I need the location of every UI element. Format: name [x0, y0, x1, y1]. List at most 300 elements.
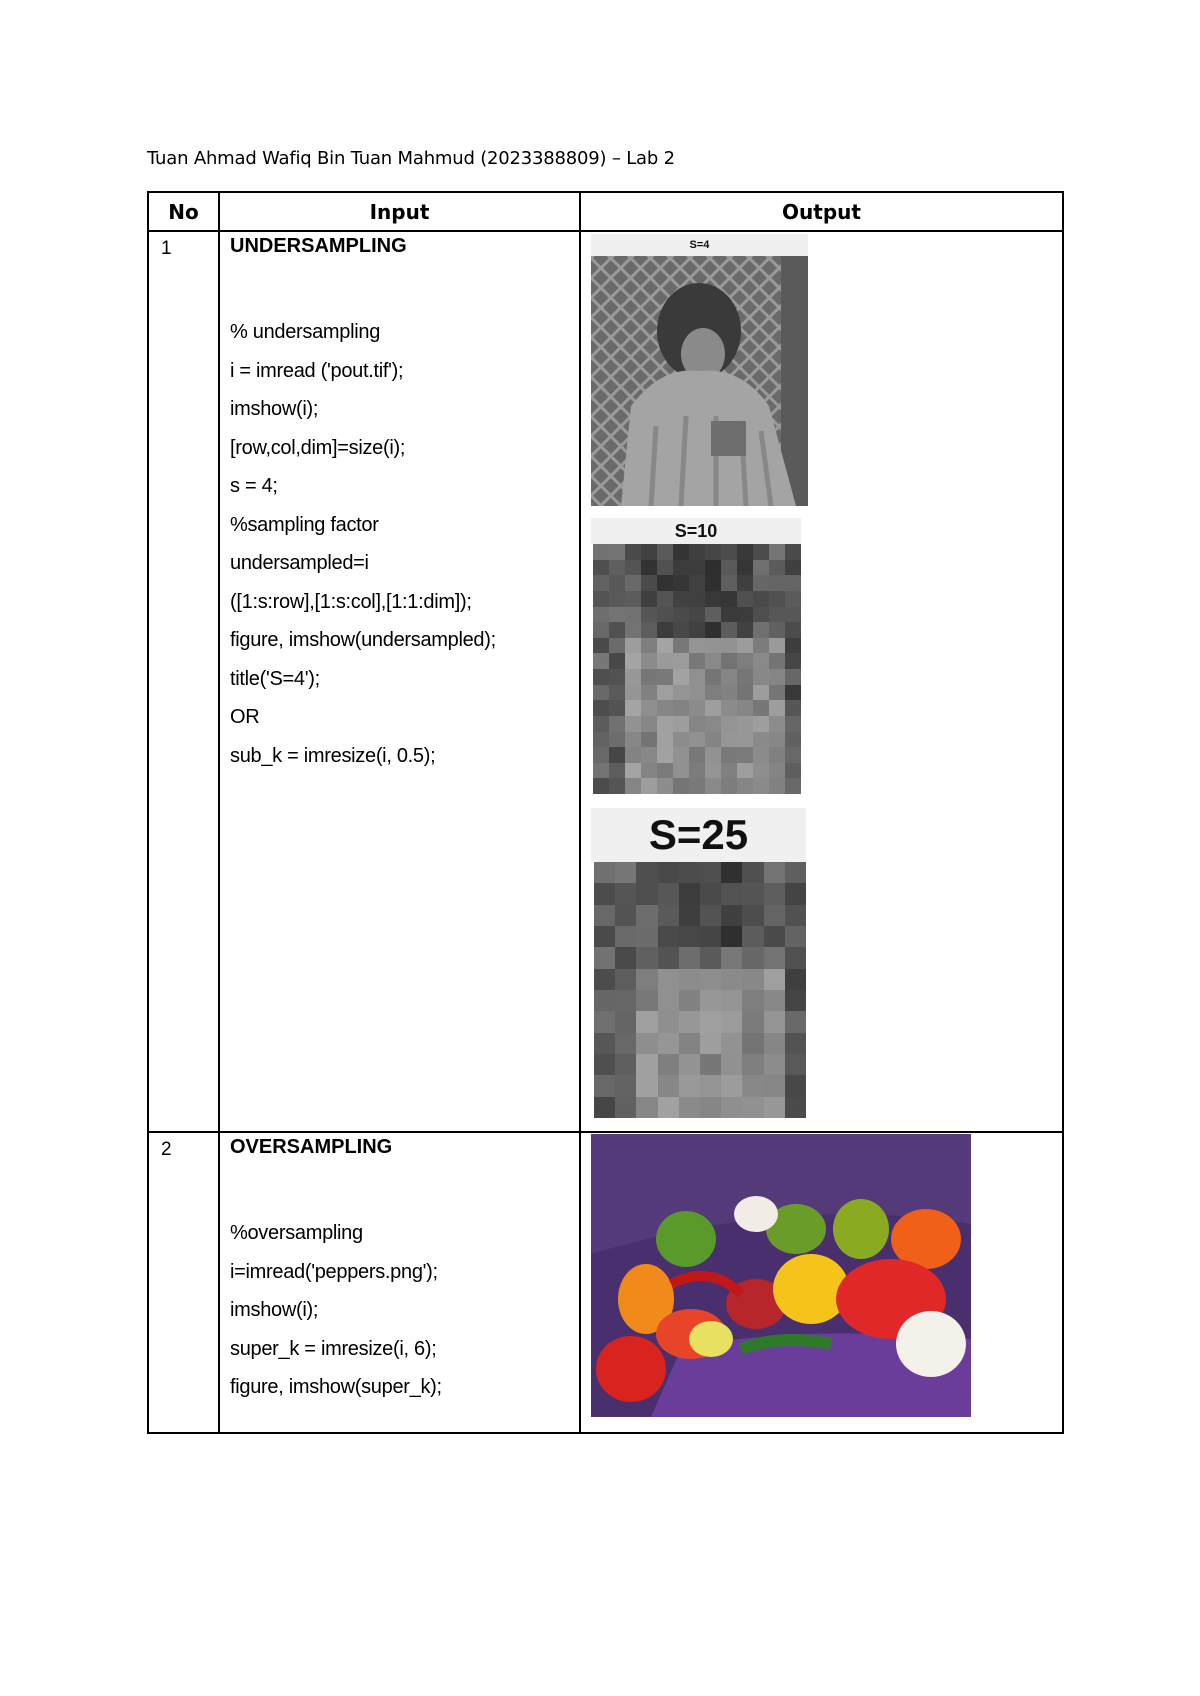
pixel-block [785, 763, 801, 779]
pixel-block [679, 862, 700, 883]
pixel-block [593, 560, 609, 576]
figure-s25 [591, 808, 806, 1118]
pixel-block [679, 969, 700, 990]
pixel-block [657, 544, 673, 560]
pixel-block [705, 685, 721, 701]
table-header-row [148, 192, 1063, 231]
pixel-block [785, 1075, 806, 1096]
pixel-block [641, 591, 657, 607]
pixel-block [657, 685, 673, 701]
pixel-block [609, 685, 625, 701]
pixel-block [689, 591, 705, 607]
pixel-block [721, 926, 742, 947]
pixel-block [593, 747, 609, 763]
pixel-block [625, 685, 641, 701]
pixel-block [753, 747, 769, 763]
pixel-block [705, 763, 721, 779]
input-cell [219, 1132, 580, 1433]
pixel-block [721, 544, 737, 560]
pixel-block [737, 607, 753, 623]
pixel-block [673, 622, 689, 638]
code-line: i = imread ('pout.tif'); [230, 359, 404, 382]
pixel-block [609, 575, 625, 591]
pixel-block [594, 969, 615, 990]
pixel-block [689, 700, 705, 716]
pixel-block [658, 1075, 679, 1096]
pixel-block [742, 947, 763, 968]
pixel-block [679, 905, 700, 926]
pixel-block [689, 607, 705, 623]
pixel-block [673, 560, 689, 576]
pixel-block [673, 575, 689, 591]
pixel-block [721, 716, 737, 732]
code-line: sub_k = imresize(i, 0.5); [230, 744, 436, 767]
pixel-block [609, 700, 625, 716]
pixel-block [641, 607, 657, 623]
pixel-block [657, 732, 673, 748]
pixel-block [753, 778, 769, 794]
pixel-block [594, 1011, 615, 1032]
pixel-block [769, 778, 785, 794]
pixel-block [785, 1054, 806, 1075]
pixel-block [764, 1097, 785, 1118]
pixel-block [742, 1097, 763, 1118]
code-line: figure, imshow(undersampled); [230, 629, 496, 651]
pixel-block [737, 575, 753, 591]
pixel-block [609, 716, 625, 732]
output-cell [580, 1132, 1063, 1433]
code-line: OR [230, 706, 260, 728]
pixel-block [753, 622, 769, 638]
pixel-block [764, 947, 785, 968]
pixel-block [721, 700, 737, 716]
pixel-block [593, 591, 609, 607]
pixel-block [785, 622, 801, 638]
code-line: undersampled=i [230, 552, 369, 574]
pixel-block [657, 716, 673, 732]
pixel-block [679, 1054, 700, 1075]
pixel-block [636, 862, 657, 883]
pixel-block [673, 700, 689, 716]
code-line: title('S=4'); [230, 667, 320, 690]
pixel-block [737, 544, 753, 560]
pixel-block [625, 700, 641, 716]
pixel-block [721, 607, 737, 623]
pixel-block [657, 591, 673, 607]
code-line: figure, imshow(super_k); [230, 1376, 442, 1398]
pixel-block [625, 544, 641, 560]
figure-title: S=4 [591, 234, 808, 256]
pixel-block [594, 862, 615, 883]
pixel-block [785, 747, 801, 763]
pixel-block [785, 669, 801, 685]
pixel-block [721, 1011, 742, 1032]
pixel-block [785, 862, 806, 883]
pixel-block [615, 1054, 636, 1075]
pixel-block [764, 1011, 785, 1032]
pixel-block [753, 732, 769, 748]
pixel-block [785, 591, 801, 607]
pixel-block [609, 560, 625, 576]
pixel-block [594, 947, 615, 968]
pixel-block [705, 591, 721, 607]
pixel-block [673, 669, 689, 685]
pixel-block [689, 575, 705, 591]
pixel-block [679, 926, 700, 947]
pixel-block [721, 1054, 742, 1075]
pixel-block [657, 622, 673, 638]
undersampled-image-s25 [594, 862, 806, 1118]
pixel-block [636, 883, 657, 904]
pixel-block [594, 905, 615, 926]
pixel-block [769, 575, 785, 591]
code-line: ([1:s:row],[1:s:col],[1:1:dim]); [230, 590, 472, 613]
pixel-block [615, 947, 636, 968]
pixel-block [721, 685, 737, 701]
pixel-block [609, 763, 625, 779]
pixel-block [737, 560, 753, 576]
pixel-block [609, 669, 625, 685]
pixel-block [785, 560, 801, 576]
pixel-block [721, 1033, 742, 1054]
pixel-block [658, 947, 679, 968]
pixel-block [657, 747, 673, 763]
pixel-block [742, 969, 763, 990]
pixel-block [673, 638, 689, 654]
pixel-block [742, 990, 763, 1011]
pixel-block [785, 732, 801, 748]
pixel-block [742, 1075, 763, 1096]
pixel-block [742, 926, 763, 947]
pixel-block [615, 1033, 636, 1054]
pixel-block [737, 591, 753, 607]
pixel-block [764, 905, 785, 926]
pixel-block [658, 1011, 679, 1032]
pixel-block [657, 607, 673, 623]
pixel-block [593, 669, 609, 685]
pixel-block [721, 947, 742, 968]
pixel-block [593, 653, 609, 669]
pixel-block [737, 685, 753, 701]
pixel-block [737, 778, 753, 794]
pixel-block [705, 638, 721, 654]
pixel-block [753, 653, 769, 669]
pixel-block [705, 716, 721, 732]
pixel-block [641, 653, 657, 669]
pixel-block [721, 669, 737, 685]
pixel-block [742, 1011, 763, 1032]
pixel-block [721, 622, 737, 638]
pixel-block [705, 653, 721, 669]
pixel-block [769, 716, 785, 732]
pixel-block [689, 716, 705, 732]
pixel-block [705, 669, 721, 685]
pixel-block [625, 591, 641, 607]
pixel-block [689, 778, 705, 794]
pixel-block [721, 778, 737, 794]
pixel-block [641, 747, 657, 763]
pixel-block [769, 732, 785, 748]
header-input: Input [219, 192, 580, 231]
code-line: %oversampling [230, 1222, 363, 1244]
pixel-block [753, 669, 769, 685]
pixel-block [594, 883, 615, 904]
pixel-block [615, 862, 636, 883]
pixel-block [658, 1054, 679, 1075]
pixel-block [769, 747, 785, 763]
peppers-image [591, 1134, 971, 1417]
pixel-block [769, 638, 785, 654]
pixel-block [641, 716, 657, 732]
pixel-block [673, 607, 689, 623]
pixel-block [705, 622, 721, 638]
pixel-block [594, 1075, 615, 1096]
pixel-block [593, 622, 609, 638]
pixel-block [658, 1033, 679, 1054]
pixel-block [737, 732, 753, 748]
pixel-block [753, 560, 769, 576]
pixel-block [785, 926, 806, 947]
pixel-block [737, 653, 753, 669]
pixel-block [625, 653, 641, 669]
pixel-block [764, 1033, 785, 1054]
pixel-block [753, 763, 769, 779]
pixel-block [689, 544, 705, 560]
pixel-block [679, 947, 700, 968]
pixel-block [673, 747, 689, 763]
pixel-block [641, 638, 657, 654]
pixel-block [785, 990, 806, 1011]
pixel-block [593, 638, 609, 654]
pixel-block [594, 990, 615, 1011]
pixel-block [689, 560, 705, 576]
pixel-block [615, 1097, 636, 1118]
pixel-block [658, 862, 679, 883]
pixel-block [641, 622, 657, 638]
pixel-block [769, 622, 785, 638]
pixel-block [721, 1075, 742, 1096]
pixel-block [705, 732, 721, 748]
pixel-block [625, 669, 641, 685]
pixel-block [742, 883, 763, 904]
pixel-block [785, 1011, 806, 1032]
pixel-block [785, 638, 801, 654]
pixel-block [700, 862, 721, 883]
pixel-block [641, 700, 657, 716]
pixel-block [593, 700, 609, 716]
pixel-block [689, 669, 705, 685]
pixel-block [700, 1033, 721, 1054]
pixel-block [769, 685, 785, 701]
pixel-block [593, 575, 609, 591]
code-line: i=imread('peppers.png'); [230, 1260, 438, 1283]
pixel-block [615, 990, 636, 1011]
pixel-block [657, 763, 673, 779]
pixel-block [609, 747, 625, 763]
pixel-block [705, 575, 721, 591]
pixel-block [625, 622, 641, 638]
pixel-block [658, 883, 679, 904]
pixel-block [641, 544, 657, 560]
code-line: %sampling factor [230, 513, 379, 536]
pixel-block [705, 700, 721, 716]
pixel-block [657, 653, 673, 669]
pixel-block [657, 700, 673, 716]
pixel-block [593, 544, 609, 560]
pixel-block [593, 716, 609, 732]
pixel-block [636, 1054, 657, 1075]
pixel-block [593, 685, 609, 701]
section-heading: UNDERSAMPLING [230, 235, 407, 257]
pixel-block [609, 591, 625, 607]
pixel-block [785, 1097, 806, 1118]
pixel-block [753, 591, 769, 607]
pixel-block [700, 947, 721, 968]
pixel-block [679, 1033, 700, 1054]
pixel-block [769, 591, 785, 607]
pixel-block [593, 607, 609, 623]
pixel-block [700, 926, 721, 947]
pixel-block [609, 544, 625, 560]
pixel-block [673, 685, 689, 701]
pixel-block [594, 1054, 615, 1075]
pixel-block [705, 607, 721, 623]
figure-s4 [591, 234, 808, 506]
pixel-block [764, 926, 785, 947]
pixel-block [700, 1054, 721, 1075]
pixel-block [737, 716, 753, 732]
pixel-block [769, 700, 785, 716]
pixel-block [769, 653, 785, 669]
pixel-block [636, 947, 657, 968]
code-line: % undersampling [230, 321, 381, 343]
pixel-block [721, 883, 742, 904]
pixel-block [737, 763, 753, 779]
code-line: super_k = imresize(i, 6); [230, 1337, 437, 1360]
pixel-block [615, 969, 636, 990]
pixel-block [785, 685, 801, 701]
pixel-block [742, 862, 763, 883]
pixel-block [742, 1033, 763, 1054]
pixel-block [636, 969, 657, 990]
pixel-block [753, 607, 769, 623]
pixel-block [657, 638, 673, 654]
pixel-block [753, 638, 769, 654]
pixel-block [705, 778, 721, 794]
table-row [148, 1132, 1063, 1433]
pixel-block [700, 990, 721, 1011]
document-title: Tuan Ahmad Wafiq Bin Tuan Mahmud (2023388809) – Lab 2 [147, 148, 675, 169]
pixel-block [764, 1075, 785, 1096]
pixel-block [705, 560, 721, 576]
pixel-block [764, 883, 785, 904]
pixel-block [721, 1097, 742, 1118]
pixel-block [737, 700, 753, 716]
pixel-block [594, 1033, 615, 1054]
pixel-block [658, 990, 679, 1011]
pixel-block [641, 575, 657, 591]
pixel-block [636, 905, 657, 926]
pixel-block [609, 622, 625, 638]
pixel-block [721, 969, 742, 990]
pixel-block [593, 778, 609, 794]
pixel-block [593, 732, 609, 748]
input-cell [219, 231, 580, 1132]
pixel-block [673, 653, 689, 669]
pixel-block [636, 990, 657, 1011]
pixel-block [705, 544, 721, 560]
pixel-block [615, 883, 636, 904]
header-output: Output [580, 192, 1063, 231]
pixel-block [721, 990, 742, 1011]
undersampled-image-s10 [593, 544, 801, 794]
figure-title: S=10 [591, 518, 801, 544]
pixel-block [615, 1011, 636, 1032]
pixel-block [785, 575, 801, 591]
pixel-block [625, 638, 641, 654]
pixel-block [594, 926, 615, 947]
pixel-block [785, 544, 801, 560]
pixel-block [609, 732, 625, 748]
pixel-block [636, 1097, 657, 1118]
figure-s10 [591, 518, 801, 794]
pixel-block [689, 653, 705, 669]
pixel-block [625, 732, 641, 748]
pixel-block [625, 763, 641, 779]
pixel-block [700, 883, 721, 904]
pixel-block [769, 607, 785, 623]
row-number: 1 [148, 231, 219, 1132]
pixel-block [673, 778, 689, 794]
pixel-block [689, 732, 705, 748]
pixel-block [737, 622, 753, 638]
pixel-block [679, 990, 700, 1011]
pixel-block [721, 591, 737, 607]
pixel-block [785, 716, 801, 732]
pixel-block [609, 607, 625, 623]
pixel-block [673, 716, 689, 732]
pixel-block [625, 575, 641, 591]
pixel-block [721, 560, 737, 576]
pixel-block [615, 926, 636, 947]
pixel-block [753, 544, 769, 560]
pixel-block [658, 969, 679, 990]
pixel-block [673, 544, 689, 560]
code-line: imshow(i); [230, 1299, 319, 1321]
pixel-block [742, 905, 763, 926]
pixel-block [689, 622, 705, 638]
pixel-block [641, 732, 657, 748]
pixel-block [721, 747, 737, 763]
pixel-block [700, 1075, 721, 1096]
pixel-block [737, 747, 753, 763]
pixel-block [785, 905, 806, 926]
pixel-block [753, 575, 769, 591]
header-no: No [148, 192, 219, 231]
pixel-block [641, 685, 657, 701]
pixel-block [742, 1054, 763, 1075]
pixel-block [764, 862, 785, 883]
pixel-block [721, 638, 737, 654]
pixel-block [785, 1033, 806, 1054]
pixel-block [641, 763, 657, 779]
pixel-block [700, 1097, 721, 1118]
pixel-block [689, 638, 705, 654]
pixel-block [625, 607, 641, 623]
pixel-block [657, 778, 673, 794]
output-cell [580, 231, 1063, 1132]
pixel-block [785, 700, 801, 716]
